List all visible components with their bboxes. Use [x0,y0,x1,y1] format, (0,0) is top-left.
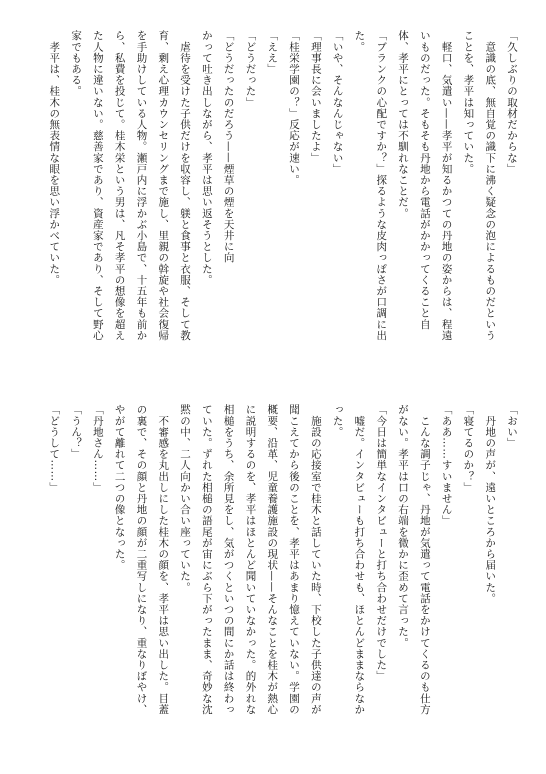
text-line: 育、剰え心理カウンセリングまで施し、里親の斡旋や社会復帰 [157,30,170,341]
text-line: た人物に違いない。慈善家であり、資産家であり、そして野心 [91,30,104,341]
text-line: 「今日は簡単なインタビューと打ち合わせだけでした」 [375,404,388,682]
text-line: 「どうだった」 [244,30,257,108]
text-line: った。 [331,404,344,438]
text-line: 「理事長に会いましたよ」 [309,30,322,164]
text-line: 不審感を丸出しにした桂木の顔を、孝平は思い出した。目蓋 [157,404,170,715]
text-line: 家でもある。 [70,30,83,97]
text-line: 「ああ……すいません」 [440,404,453,527]
text-line: の裏で、その顔と丹地の顔が二重写しになり、重なりぼやけ、 [135,404,148,715]
lower-text-block [22,404,522,750]
text-line: ことを、孝平は知っていた。 [462,30,475,175]
text-line: ら、私費を投じて。桂木栄という男は、凡そ孝平の想像を超え [113,30,126,341]
text-line: 「ええ」 [266,30,279,75]
text-line: た。 [353,30,366,53]
text-line: 「うん？」 [70,404,83,460]
text-line: 「桂栄学園の？」反応が速い。 [288,30,301,186]
text-line: 「どうして……」 [48,404,61,493]
text-line: がない。孝平は口の右端を微かに歪めて言った。 [397,404,410,649]
text-line: 「どうだったのだろう——煙草の煙を天井に向 [222,30,235,264]
text-line: 「寝てるのか？」 [462,404,475,493]
text-line: 「丹地さん……」 [91,404,104,493]
text-line: 相槌をうち、余所見をし、気がつくといつの間にか話は終わっ [222,404,235,715]
text-line: 概要、沿革、児童養護施設の現状——そんなことを桂木が熱心 [266,404,279,715]
upper-text-block [22,30,522,368]
text-line: 「ブランクの心配ですか？」探るような皮肉っぽさが口調に出 [375,30,388,341]
text-line: 「おい」 [506,404,518,449]
text-line: 意識の底、無自覚の識下に沸く疑念の泡によるものだという [484,30,497,341]
text-line: かって吐き出しながら、孝平は思い返そうとした。 [200,30,213,286]
text-line: やがて離れて二つの像となった。 [113,404,126,571]
text-line: ていた。ずれた相槌の語尾が宙にぶら下がったまま、奇妙な沈 [200,404,213,715]
text-line: 施設の応接室で桂木と話していた時、下校した子供達の声が [309,404,322,715]
text-line: 孝平は、桂木の無表情な眼を思い浮かべていた。 [48,30,61,286]
text-line: いものだった。そもそも丹地から電話がかかってくること自 [418,30,431,330]
text-line: 聞こえてから後のことを、孝平はあまり憶えていない。学園の [288,404,301,715]
text-line: 丹地の声が、遠いところから届いた。 [484,404,497,604]
text-line: 「久しぶりの取材だからな」 [506,30,518,175]
text-line: 黙の中、二人向かい合い座っていた。 [179,404,192,593]
text-line: こんな調子じゃ、丹地が気遣って電話をかけてくるのも仕方 [418,404,431,715]
text-line: に説明するのを、孝平はほとんど聞いていなかった。的外れな [244,404,257,715]
text-line: 虐待を受けた子供だけを収容し、躾と食事と衣服、そして教 [179,30,192,341]
text-line: 嘘だ。インタビューも打ち合わせも、ほとんどままならなか [353,404,366,715]
text-line: 軽口、気遣い——孝平が知るかつての丹地の姿からは、程遠 [440,30,453,341]
text-line: 体、孝平にとっては不馴れなことだ。 [397,30,410,219]
text-line: 「いや、そんなんじゃない」 [331,30,344,175]
text-line: を手助けしている人物。瀬戸内に浮かぶ小島で、十五年も前か [135,30,148,341]
